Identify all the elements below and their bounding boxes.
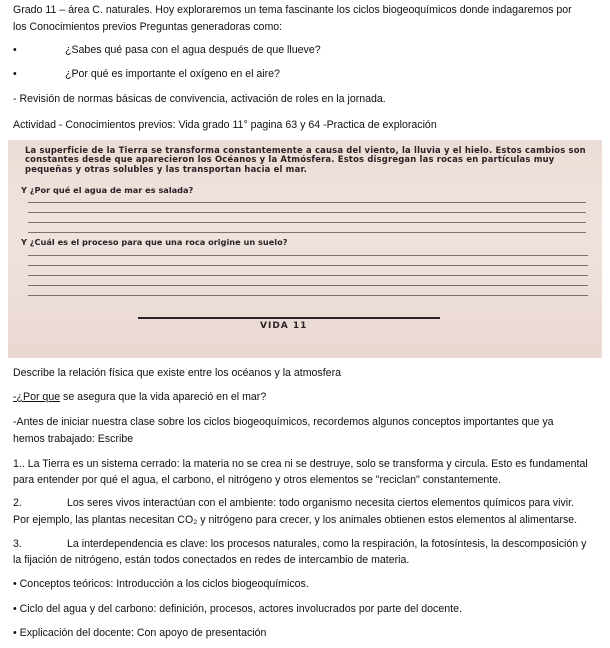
life-question: -¿Por que se asegura que la vida apareció en el mar? (13, 391, 267, 403)
textbook-question-1: Υ ¿Por qué el agua de mar es salada? (21, 185, 194, 195)
pencil-icon: Υ (21, 237, 27, 247)
answer-line (28, 212, 586, 213)
textbook-photo (8, 140, 602, 358)
concept-3-cont: la fijación de nitrógeno, están todos conectados en redes de intercambio de materia. (13, 554, 410, 566)
bullet: • (13, 44, 17, 56)
concept-2: 2. Los seres vivos interactúan con el ambiente: todo organismo necesita ciertos elementos químicos para vivir. (13, 497, 574, 509)
bullet-explanation: • Explicación del docente: Con apoyo de presentación (13, 627, 267, 639)
answer-line (28, 295, 588, 296)
intro-line-1: Grado 11 – área C. naturales. Hoy exploraremos un tema fascinante los ciclos biogeoquímicos donde indagaremos por (13, 4, 572, 16)
bullet-cycles: • Ciclo del agua y del carbono: definición, procesos, actores involucrados por parte del docente. (13, 603, 462, 615)
bullet: • (13, 68, 17, 80)
concept-1-cont: para entender por qué el agua, el carbono, el nitrógeno y otros elementos se "reciclan" constantemente. (13, 474, 502, 486)
question-oxygen: ¿Por qué es importante el oxígeno en el aire? (65, 68, 280, 80)
answer-line (28, 275, 588, 276)
pencil-icon: Υ (21, 185, 27, 195)
textbook-footer: VIDA 11 (260, 321, 308, 331)
bullet-theory: • Conceptos teóricos: Introducción a los ciclos biogeoquímicos. (13, 578, 309, 590)
answer-line (28, 232, 586, 233)
question-water: ¿Sabes qué pasa con el agua después de que llueve? (65, 44, 321, 56)
answer-line (28, 265, 588, 266)
textbook-question-2: Υ ¿Cuál es el proceso para que una roca origine un suelo? (21, 237, 288, 247)
answer-line (28, 285, 588, 286)
footer-rule (138, 317, 440, 319)
concept-1: 1.. La Tierra es un sistema cerrado: la materia no se crea ni se destruye, solo se transforma y circula. Esto es fundamental (13, 458, 588, 470)
before-line-2: hemos trabajado: Escribe (13, 433, 134, 445)
textbook-paragraph: La superficie de la Tierra se transforma constantemente a causa del viento, la lluvia y el hielo. Estos cambios son constantes desde que aparecieron los Océanos y la Atmósfera. Estos disgregan las rocas en partículas muy pequeñas y otras solubles y las transportan hacia el mar. (25, 145, 586, 174)
review-line: - Revisión de normas básicas de convivencia, activación de roles en la jornada. (13, 93, 386, 105)
before-line-1: -Antes de iniciar nuestra clase sobre los ciclos biogeoquímicos, recordemos algunos conceptos importantes que ya (13, 416, 554, 428)
concept-3: 3. La interdependencia es clave: los procesos naturales, como la respiración, la fotosíntesis, la descomposición y (13, 538, 587, 550)
activity-line: Actividad - Conocimientos previos: Vida grado 11° pagina 63 y 64 -Practica de exploración (13, 119, 437, 131)
life-question-link[interactable]: -¿Por que (13, 391, 61, 403)
answer-line (28, 222, 586, 223)
concept-2-cont: Por ejemplo, las plantas necesitan CO₂ y nitrógeno para crecer, y los animales obtienen estos elementos al alimentarse. (13, 514, 578, 526)
describe-line: Describe la relación física que existe entre los océanos y la atmosfera (13, 367, 341, 379)
intro-line-2: los Conocimientos previos Preguntas generadoras como: (13, 21, 283, 33)
answer-line (28, 255, 588, 256)
answer-line (28, 202, 586, 203)
